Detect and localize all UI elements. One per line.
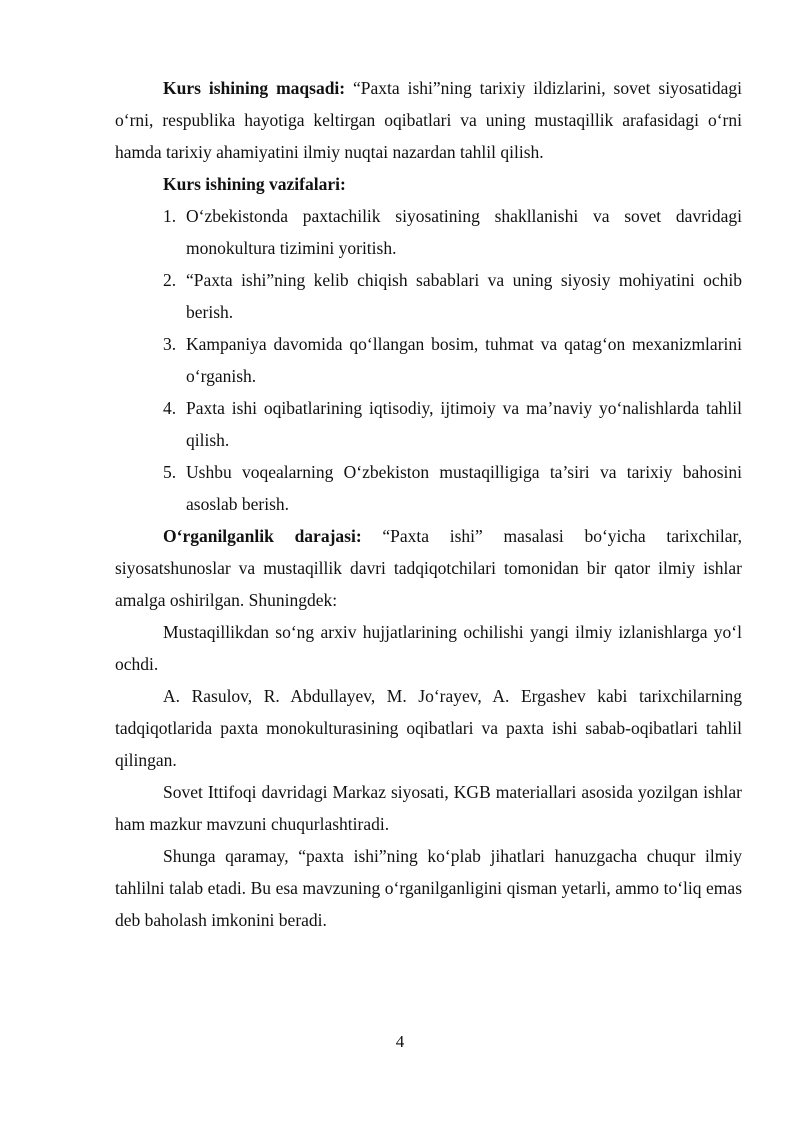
task-number: 1.	[163, 206, 177, 226]
task-text: Kampaniya davomida qo‘llangan bosim, tuhmat va qatag‘on mexanizmlarini o‘rganish.	[186, 334, 742, 386]
task-item	[115, 328, 742, 392]
task-number: 5.	[163, 462, 177, 482]
page-body	[115, 72, 742, 936]
goal-paragraph	[115, 72, 742, 168]
goal-text: “Paxta ishi”ning tarixiy ildizlarini, sovet siyosatidagi o‘rni, respublika hayotiga keltirgan oqibatlari va uning mustaqillik arafasidagi o‘rni hamda tarixiy ahamiyatini ilmiy nuqtai nazardan tahlil qilish.	[115, 78, 742, 162]
task-text: O‘zbekistonda paxtachilik siyosatining shakllanishi va sovet davridagi monokultura tizimini yoritish.	[186, 206, 742, 258]
task-item	[115, 200, 742, 264]
tasks-heading: Kurs ishining vazifalari:	[163, 174, 346, 194]
body-paragraph: Sovet Ittifoqi davridagi Markaz siyosati, KGB materiallari asosida yozilgan ishlar ham mazkur mavzuni chuqurlashtiradi.	[115, 782, 742, 834]
task-text: Paxta ishi oqibatlarining iqtisodiy, ijtimoiy va ma’naviy yo‘nalishlarda tahlil qilish.	[186, 398, 742, 450]
task-number: 4.	[163, 398, 177, 418]
study-level-text: “Paxta ishi” masalasi bo‘yicha tarixchilar, siyosatshunoslar va mustaqillik davri tadqiqotchilari tomonidan bir qator ilmiy ishlar amalga oshirilgan. Shuningdek:	[115, 526, 742, 610]
study-level-label: O‘rganilganlik darajasi:	[163, 526, 362, 546]
task-text: “Paxta ishi”ning kelib chiqish sabablari va uning siyosiy mohiyatini ochib berish.	[186, 270, 742, 322]
body-paragraph: A. Rasulov, R. Abdullayev, M. Jo‘rayev, A. Ergashev kabi tarixchilarning tadqiqotlarida paxta monokulturasining oqibatlari va paxta ishi sabab-oqibatlari tahlil qilingan.	[115, 686, 742, 770]
body-paragraph: Mustaqillikdan so‘ng arxiv hujjatlarining ochilishi yangi ilmiy izlanishlarga yo‘l ochdi.	[115, 622, 742, 674]
tasks-list	[115, 200, 742, 520]
task-text: Ushbu voqealarning O‘zbekiston mustaqilligiga ta’siri va tarixiy bahosini asoslab berish.	[186, 462, 742, 514]
page-number: 4	[395, 1032, 405, 1051]
task-item	[115, 456, 742, 520]
task-number: 2.	[163, 270, 177, 290]
task-item	[115, 264, 742, 328]
study-level-paragraph	[115, 520, 742, 616]
task-item	[115, 392, 742, 456]
body-paragraph: Shunga qaramay, “paxta ishi”ning ko‘plab jihatlari hanuzgacha chuqur ilmiy tahlilni talab etadi. Bu esa mavzuning o‘rganilganligini qisman yetarli, ammo to‘liq emas deb baholash imkonini beradi.	[115, 846, 742, 930]
goal-label: Kurs ishining maqsadi:	[163, 78, 346, 98]
task-number: 3.	[163, 334, 177, 354]
